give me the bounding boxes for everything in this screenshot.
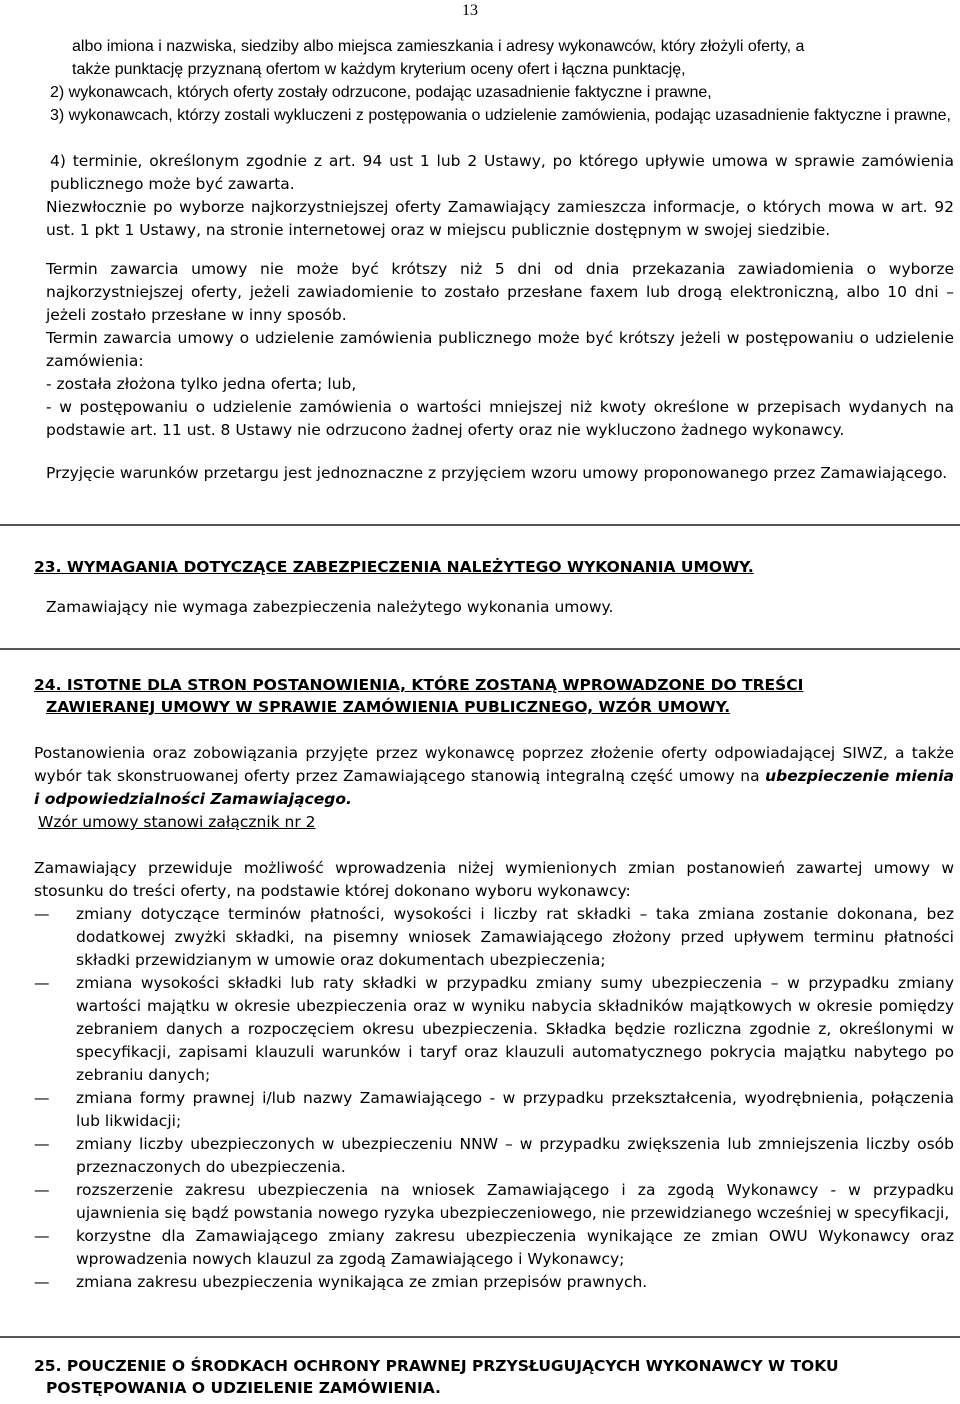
change-text: zmiany liczby ubezpieczonych w ubezpieczeniu NNW – w przypadku zwiększenia lub zmniejszenia liczby osób przeznaczonych do ubezpieczenia. [76, 1135, 954, 1176]
dash-bullet: — [34, 1089, 50, 1107]
integral-part-paragraph: Postanowienia oraz zobowiązania przyjęte przez wykonawcę poprzez złożenie oferty odpowiadającej SIWZ, a także wybór tak skonstruowanej oferty przez Zamawiającego stanowią integralną część umowy na ubezpieczenie mienia i odpowiedzialności Zamawiającego. [34, 744, 954, 808]
section-24-heading: 24. ISTOTNE DLA STRON POSTANOWIENIA, KTÓRE ZOSTANĄ WPROWADZONE DO TREŚCI ZAWIERANEJ UMOWY W SPRAWIE ZAMÓWIENIA PUBLICZNEGO, WZÓR UMOWY. [34, 676, 804, 716]
section-23 [34, 556, 954, 619]
change-item [34, 1225, 954, 1271]
contract-term-paragraph: Termin zawarcia umowy nie może być krótszy niż 5 dni od dnia przekazania zawiadomienia o wyborze najkorzystniejszej oferty, jeżeli zawiadomienie to zostało przesłane faxem lub drogą elektroniczną, albo 10 dni – jeżeli zostało przesłane w inny sposób. Termin zawarcia umowy o udzielenie zamówienia publicznego może być krótszy jeżeli w postępowaniu o udzielenie zamówienia: - została złożona tylko jedna oferta; lub, - w postępowaniu o udzielenie zamówienia o wartości mniejszej niż kwoty określone w przepisach wydanych na podstawie art. 11 ust. 8 Ustawy nie odrzucono żadnej oferty oraz nie wykluczono żadnego wykonawcy. [46, 260, 954, 439]
section-23-text: Zamawiający nie wymaga zabezpieczenia należytego wykonania umowy. [46, 598, 614, 616]
change-item [34, 1133, 954, 1179]
changes-list [34, 903, 954, 1294]
list-item-4: 4) terminie, określonym zgodnie z art. 94 ust 1 lub 2 Ustawy, po którego upływie umowa w sprawie zamówienia publicznego może być zawarta. [50, 152, 954, 193]
contract-template-note: Wzór umowy stanowi załącznik nr 2 [38, 813, 316, 831]
dash-bullet: — [34, 1273, 50, 1291]
list-item-3: 3) wykonawcach, którzy zostali wykluczeni z postępowania o udzielenie zamówienia, podając uzasadnienie faktyczne i prawne, [50, 107, 951, 124]
section-divider [0, 1336, 960, 1338]
section-23-heading: 23. WYMAGANIA DOTYCZĄCE ZABEZPIECZENIA NALEŻYTEGO WYKONANIA UMOWY. [34, 558, 754, 576]
dash-bullet: — [34, 1135, 50, 1153]
change-item [34, 1087, 954, 1133]
changes-intro: Zamawiający przewiduje możliwość wprowadzenia niżej wymienionych zmian postanowień zawartej umowy w stosunku do treści oferty, na podstawie której dokonano wyboru wykonawcy: [34, 859, 954, 900]
section-divider [0, 648, 960, 650]
section-25-heading: 25. POUCZENIE O ŚRODKACH OCHRONY PRAWNEJ PRZYSŁUGUJĄCYCH WYKONAWCY W TOKU POSTĘPOWANIA O UDZIELENIE ZAMÓWIENIA. [34, 1357, 839, 1397]
list-item-1-continuation: albo imiona i nazwiska, siedziby albo miejsca zamieszkania i adresy wykonawców, który złożyli oferty, a także punktację przyznaną ofertom w każdym kryterium oceny ofert i łączna punktację, [72, 38, 805, 78]
change-text: zmiana wysokości składki lub raty składki w przypadku zmiany sumy ubezpieczenia – w przypadku zmiany wartości majątku w okresie ubezpieczenia oraz w wyniku nabycia składników majątkowych w okresie pomiędzy zebraniem danych a rozpoczęciem okresu ubezpieczenia. Składka będzie rozliczna zgodnie z, określonymi w specyfikacji, zapisami klauzuli warunków i taryf oraz klauzuli automatycznego pokrycia majątku nabytego po zebraniu danych; [76, 974, 954, 1084]
dash-bullet: — [34, 974, 50, 992]
section-24-body [34, 742, 954, 834]
change-text: zmiana zakresu ubezpieczenia wynikająca ze zmian przepisów prawnych. [76, 1273, 648, 1291]
publication-paragraph: Niezwłocznie po wyborze najkorzystniejszej oferty Zamawiający zamieszcza informacje, o których mowa w art. 92 ust. 1 pkt 1 Ustawy, na stronie internetowej oraz w miejscu publicznie dostępnym w swojej siedzibie. [46, 198, 954, 239]
change-text: zmiana formy prawnej i/lub nazwy Zamawiającego - w przypadku przekształcenia, wyodrębnienia, połączenia lub likwidacji; [76, 1089, 954, 1130]
page-number: 13 [462, 2, 478, 19]
section-divider [0, 524, 960, 526]
dash-bullet: — [34, 905, 50, 923]
change-item [34, 1271, 954, 1294]
change-item [34, 972, 954, 1087]
acceptance-paragraph: Przyjęcie warunków przetargu jest jednoznaczne z przyjęciem wzoru umowy proponowanego przez Zamawiającego. [46, 464, 948, 482]
changes-section [34, 857, 954, 1294]
change-item [34, 903, 954, 972]
change-item [34, 1179, 954, 1225]
change-text: korzystne dla Zamawiającego zmiany zakresu ubezpieczenia wynikające ze zmian OWU Wykonawcy oraz wprowadzenia nowych klauzul za zgodą Zamawiającego i Wykonawcy; [76, 1227, 954, 1268]
change-text: rozszerzenie zakresu ubezpieczenia na wniosek Zamawiającego i za zgodą Wykonawcy - w przypadku ujawnienia się bądź powstania nowego ryzyka ubezpieczeniowego, nie przewidzianego wcześniej w specyfikacji, [76, 1181, 954, 1222]
dash-bullet: — [34, 1181, 50, 1199]
list-item-2: 2) wykonawcach, których oferty zostały odrzucone, podając uzasadnienie faktyczne i prawne, [50, 84, 712, 101]
award-info-list [46, 35, 954, 127]
dash-bullet: — [34, 1227, 50, 1245]
change-text: zmiany dotyczące terminów płatności, wysokości i liczby rat składki – taka zmiana zostanie dokonana, bez dodatkowej zwyżki składki, na pisemny wniosek Zamawiającego złożony przed upływem terminu płatności składki przewidzianym w umowie oraz dokumentach ubezpieczenia; [76, 905, 954, 969]
